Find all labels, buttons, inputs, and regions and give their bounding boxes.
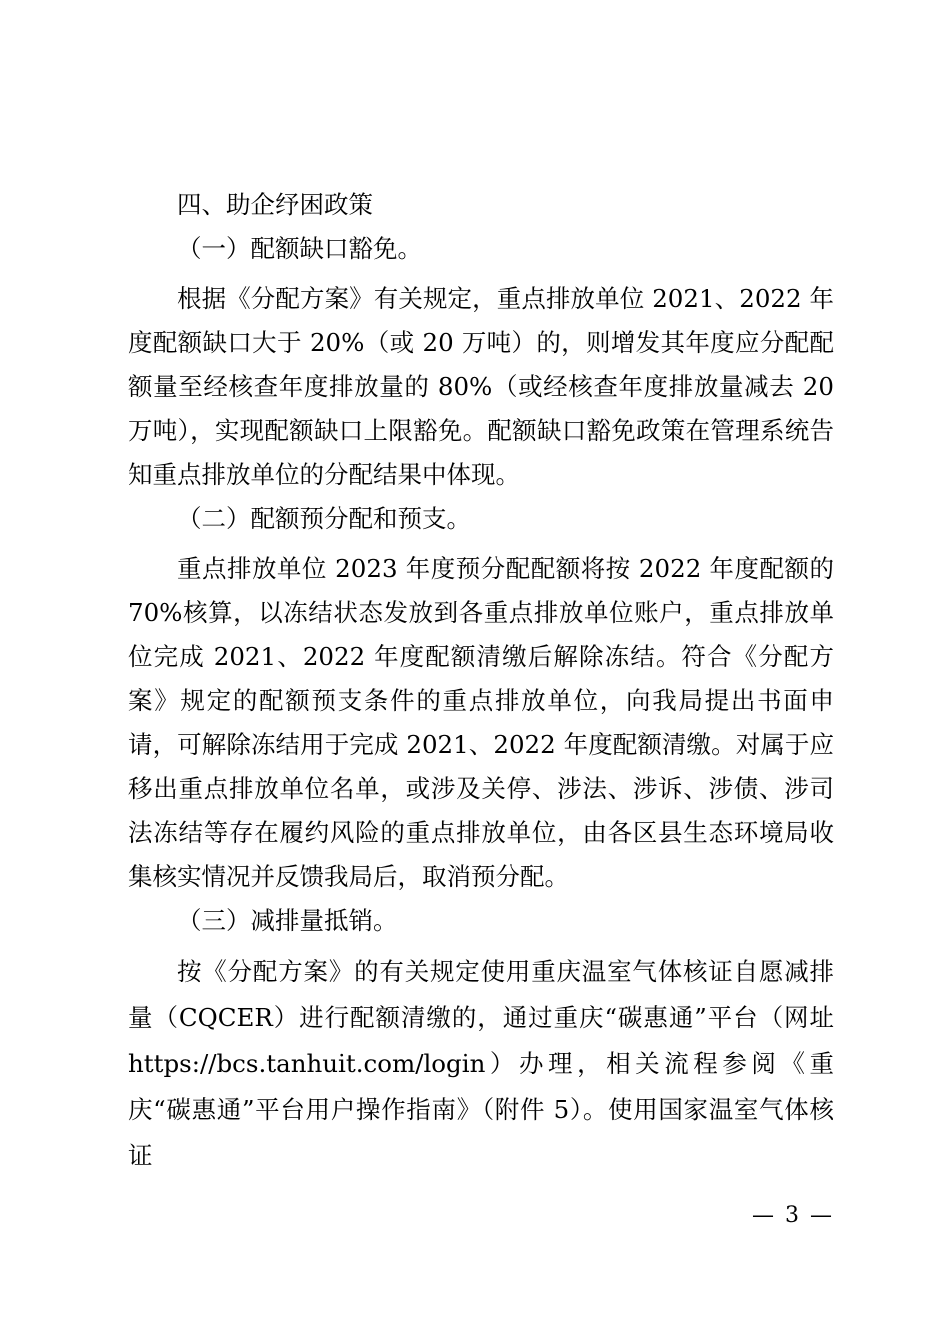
subsection-heading-2: （二）配额预分配和预支。	[177, 504, 471, 533]
section-title: 四、助企纾困政策	[177, 190, 373, 219]
document-body	[128, 183, 834, 1179]
subsection-heading-3: （三）减排量抵销。	[177, 906, 398, 935]
subsection-heading-1: （一）配额缺口豁免。	[177, 234, 422, 263]
subsection-body-1: 根据《分配方案》有关规定，重点排放单位 2021、2022 年度配额缺口大于 20%（或 20 万吨）的，则增发其年度应分配配额量至经核查年度排放量的 80%（或经核查年度排放量减去 20 万吨），实现配额缺口上限豁免。配额缺口豁免政策在管理系统告知重点排放单位的分配结果中体现。	[128, 284, 834, 489]
page-number: — 3 —	[752, 1203, 834, 1228]
subsection-body-2: 重点排放单位 2023 年度预分配配额将按 2022 年度配额的 70%核算，以冻结状态发放到各重点排放单位账户，重点排放单位完成 2021、2022 年度配额清缴后解除冻结。符合《分配方案》规定的配额预支条件的重点排放单位，向我局提出书面申请，可解除冻结用于完成 2021、2022 年度配额清缴。对属于应移出重点排放单位名单，或涉及关停、涉法、涉诉、涉债、涉司法冻结等存在履约风险的重点排放单位，由各区县生态环境局收集核实情况并反馈我局后，取消预分配。	[128, 554, 834, 891]
subsection-body-3: 按《分配方案》的有关规定使用重庆温室气体核证自愿减排量（CQCER）进行配额清缴的，通过重庆“碳惠通”平台（网址 https://bcs.tanhuit.com/login）办理，相关流程参阅《重庆“碳惠通”平台用户操作指南》（附件 5）。使用国家温室气体核证	[128, 957, 834, 1170]
